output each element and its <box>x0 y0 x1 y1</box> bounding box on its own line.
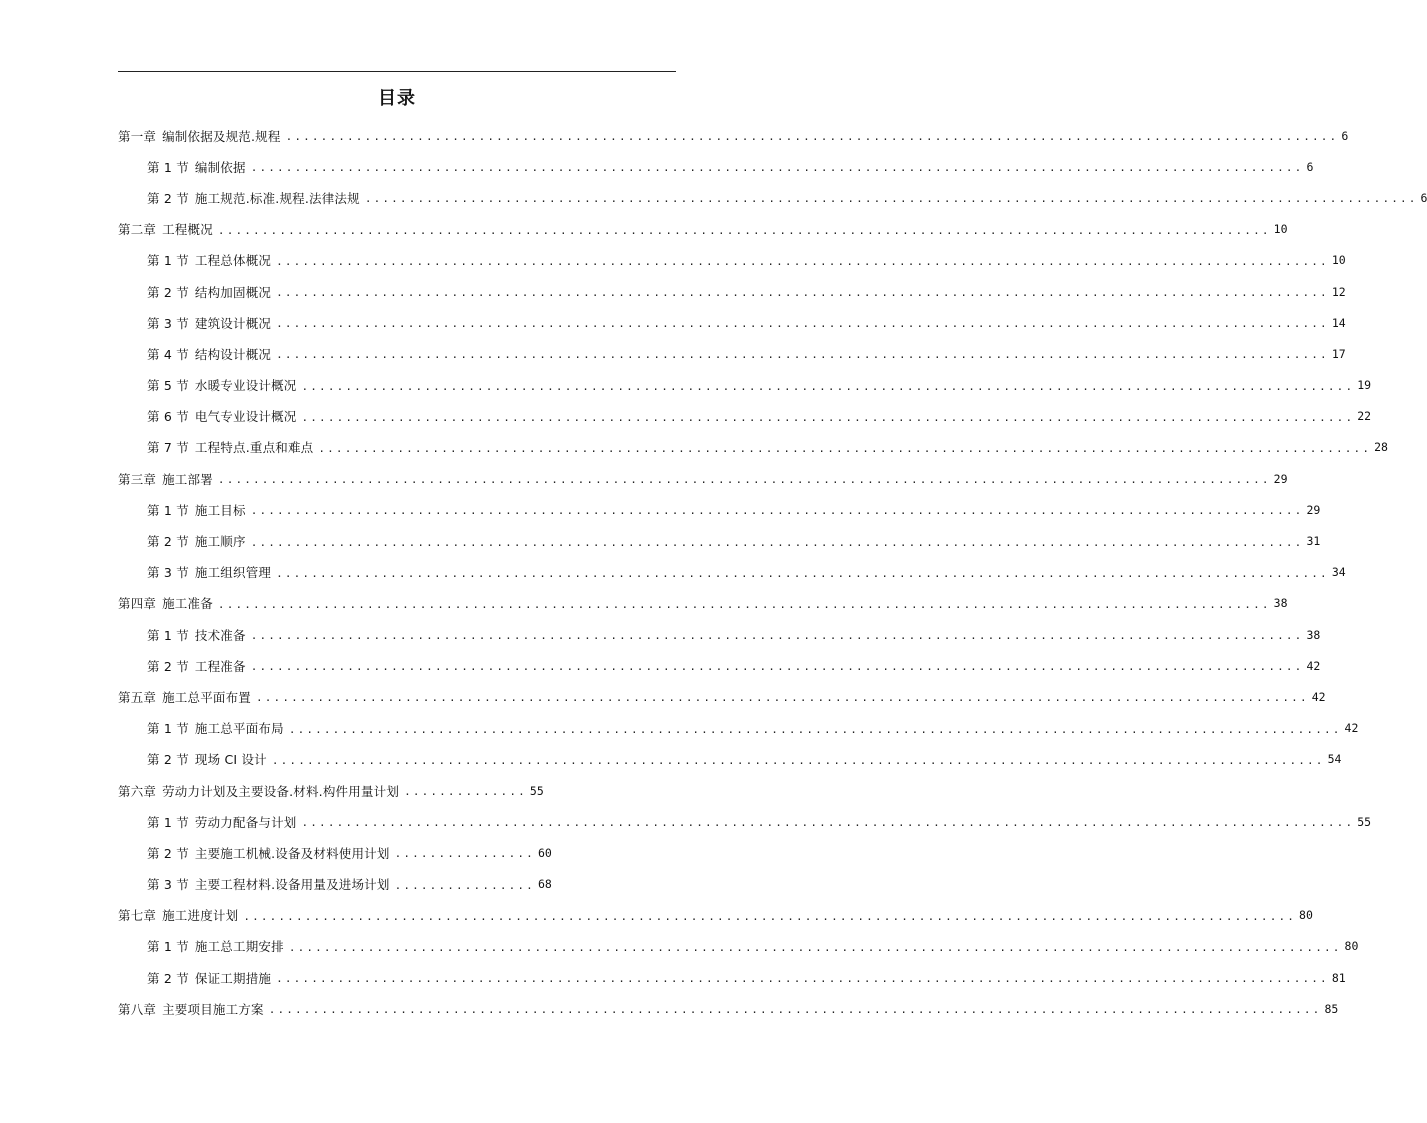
toc-chapter-entry[interactable] <box>118 900 1313 931</box>
toc-entry-label <box>147 345 271 363</box>
toc-entry-label <box>118 906 238 924</box>
toc-entry-title: 结构加固概况 <box>194 284 272 300</box>
toc-entry-number: 第 3 节 <box>147 565 189 581</box>
toc-section-entry[interactable] <box>118 432 1388 463</box>
toc-entry-number: 第 1 节 <box>147 253 189 269</box>
toc-entry-title: 劳动力计划及主要设备.材料.构件用量计划 <box>162 783 400 799</box>
toc-entry-label <box>147 813 297 831</box>
toc-entry-title: 现场 CI 设计 <box>194 752 267 768</box>
header-rule <box>118 71 676 72</box>
toc-dot-leader: ........................................................................................................................ <box>256 691 1309 705</box>
toc-entry-title: 施工部署 <box>162 471 213 487</box>
toc-section-entry[interactable] <box>118 650 1321 681</box>
toc-page-number: 29 <box>1306 502 1321 517</box>
toc-entry-number: 第 2 节 <box>147 658 189 674</box>
toc-page-number: 80 <box>1299 908 1313 923</box>
toc-entry-title: 施工顺序 <box>194 534 246 550</box>
toc-dot-leader: ........................................................................................................................ <box>364 192 1418 206</box>
toc-section-entry[interactable] <box>118 931 1359 962</box>
toc-entry-title: 主要项目施工方案 <box>162 1001 264 1017</box>
toc-dot-leader: .............. <box>404 785 527 799</box>
toc-entry-label <box>147 626 246 644</box>
toc-entry-label <box>147 438 313 456</box>
toc-entry-label <box>147 283 271 301</box>
toc-entry-number: 第六章 <box>118 783 157 799</box>
toc-entry-label <box>147 532 246 550</box>
toc-entry-title: 施工总工期安排 <box>194 939 284 955</box>
toc-entry-number: 第 3 节 <box>147 877 189 893</box>
toc-page-number: 55 <box>1357 814 1372 829</box>
toc-section-entry[interactable] <box>118 494 1321 525</box>
toc-entry-title: 施工准备 <box>162 596 213 612</box>
toc-page-number: 14 <box>1331 315 1346 330</box>
toc-page-number: 60 <box>537 845 552 860</box>
toc-entry-label <box>147 314 271 332</box>
toc-section-entry[interactable] <box>118 276 1346 307</box>
toc-chapter-entry[interactable] <box>118 120 1349 151</box>
toc-entry-label <box>147 844 390 862</box>
toc-chapter-entry[interactable] <box>118 463 1288 494</box>
toc-entry-number: 第 1 节 <box>147 159 189 175</box>
toc-page-number: 55 <box>529 783 544 798</box>
toc-page-number: 38 <box>1273 596 1288 611</box>
toc-entry-title: 施工目标 <box>194 502 246 518</box>
toc-entry-number: 第 1 节 <box>147 814 189 830</box>
toc-entry-label <box>147 501 246 519</box>
toc-entry-number: 第 1 节 <box>147 502 189 518</box>
toc-entry-label <box>118 594 213 612</box>
toc-entry-title: 施工总平面布局 <box>194 721 284 737</box>
toc-chapter-entry[interactable] <box>118 214 1288 245</box>
toc-dot-leader: ........................................................................................................................ <box>288 722 1342 736</box>
toc-entry-number: 第 2 节 <box>147 284 189 300</box>
toc-dot-leader: ........................................................................................................................ <box>301 379 1355 393</box>
toc-entry-title: 施工规范.标准.规程.法律法规 <box>194 190 360 206</box>
toc-entry-number: 第 2 节 <box>147 534 189 550</box>
toc-entry-title: 主要工程材料.设备用量及进场计划 <box>194 877 390 893</box>
toc-entry-label <box>118 127 281 145</box>
toc-entry-number: 第 1 节 <box>147 721 189 737</box>
toc-entry-title: 施工进度计划 <box>162 908 239 924</box>
toc-dot-leader: ........................................................................................................................ <box>217 473 1271 487</box>
toc-entry-number: 第二章 <box>118 222 157 238</box>
toc-page-number: 38 <box>1306 627 1321 642</box>
toc-entry-label <box>147 376 297 394</box>
toc-entry-title: 建筑设计概况 <box>194 315 272 331</box>
toc-section-entry[interactable] <box>118 307 1346 338</box>
toc-entry-title: 工程总体概况 <box>194 253 272 269</box>
toc-page-number: 31 <box>1306 534 1321 549</box>
toc-page-number: 28 <box>1374 440 1388 455</box>
toc-entry-number: 第五章 <box>118 689 157 705</box>
toc-dot-leader: ........................................................................................................................ <box>268 1003 1322 1017</box>
toc-dot-leader: ........................................................................................................................ <box>217 597 1271 611</box>
toc-dot-leader: ........................................................................................................................ <box>318 441 1372 455</box>
toc-section-entry[interactable] <box>118 837 686 868</box>
toc-chapter-entry[interactable] <box>118 588 1288 619</box>
toc-chapter-entry[interactable] <box>118 775 686 806</box>
toc-chapter-entry[interactable] <box>118 681 1326 712</box>
toc-dot-leader: ........................................................................................................................ <box>301 410 1355 424</box>
toc-page-number: 54 <box>1327 752 1342 767</box>
toc-entry-number: 第八章 <box>118 1001 157 1017</box>
toc-dot-leader: ........................................................................................................................ <box>285 130 1339 144</box>
toc-dot-leader: ........................................................................................................................ <box>276 254 1329 268</box>
toc-page-number: 10 <box>1273 222 1288 237</box>
toc-entry-label <box>147 158 246 176</box>
toc-page-number: 17 <box>1331 346 1346 361</box>
toc-page-number: 6 <box>1420 190 1427 205</box>
toc-entry-title: 电气专业设计概况 <box>194 409 297 425</box>
toc-page-number: 42 <box>1344 721 1359 736</box>
toc-page-number: 42 <box>1306 658 1321 673</box>
toc-page-number: 42 <box>1311 689 1326 704</box>
toc-entry-number: 第 6 节 <box>147 409 189 425</box>
toc-entry-title: 编制依据 <box>194 159 246 175</box>
toc-dot-leader: ........................................................................................................................ <box>288 940 1342 954</box>
toc-page-number: 29 <box>1273 471 1288 486</box>
toc-entry-title: 技术准备 <box>194 627 246 643</box>
toc-section-entry[interactable] <box>118 806 1372 837</box>
toc-entry-label <box>147 719 284 737</box>
toc-section-entry[interactable] <box>118 401 1372 432</box>
toc-section-entry[interactable] <box>118 182 1427 213</box>
toc-entry-label <box>147 407 297 425</box>
toc-entry-title: 劳动力配备与计划 <box>194 814 297 830</box>
toc-section-entry[interactable] <box>118 869 686 900</box>
toc-entry-number: 第 2 节 <box>147 845 189 861</box>
toc-dot-leader: ........................................................................................................................ <box>250 629 1304 643</box>
toc-dot-leader: ........................................................................................................................ <box>276 972 1329 986</box>
toc-dot-leader: ........................................................................................................................ <box>250 161 1304 175</box>
toc-entry-label <box>147 750 267 768</box>
toc-entry-number: 第 2 节 <box>147 190 189 206</box>
toc-entry-title: 主要施工机械.设备及材料使用计划 <box>194 845 390 861</box>
toc-page-number: 81 <box>1331 970 1346 985</box>
toc-entry-title: 水暖专业设计概况 <box>194 378 297 394</box>
toc-entry-label <box>147 563 271 581</box>
toc-entry-title: 施工组织管理 <box>194 565 272 581</box>
toc-page-number: 68 <box>537 877 552 892</box>
toc-entry-label <box>147 937 284 955</box>
toc-section-entry[interactable] <box>118 151 1314 182</box>
toc-entry-label <box>147 189 360 207</box>
toc-entry-number: 第 1 节 <box>147 627 189 643</box>
toc-entry-label <box>147 875 390 893</box>
toc-entry-number: 第 2 节 <box>147 970 189 986</box>
toc-entry-number: 第 3 节 <box>147 315 189 331</box>
toc-dot-leader: ........................................................................................................................ <box>301 816 1355 830</box>
toc-entry-number: 第 5 节 <box>147 378 189 394</box>
toc-dot-leader: ........................................................................................................................ <box>250 535 1304 549</box>
toc-section-entry[interactable] <box>118 338 1346 369</box>
toc-dot-leader: ........................................................................................................................ <box>276 348 1329 362</box>
toc-dot-leader: ................ <box>394 878 535 892</box>
toc-page-number: 12 <box>1331 284 1346 299</box>
toc-dot-leader: ........................................................................................................................ <box>271 753 1325 767</box>
toc-section-entry[interactable] <box>118 713 1359 744</box>
toc-page-number: 6 <box>1306 159 1314 174</box>
toc-section-entry[interactable] <box>118 557 1346 588</box>
toc-page-number: 85 <box>1324 1001 1339 1016</box>
toc-dot-leader: ........................................................................................................................ <box>243 909 1297 923</box>
toc-page-number: 19 <box>1357 378 1372 393</box>
toc-entry-number: 第 2 节 <box>147 752 189 768</box>
toc-entry-title: 施工总平面布置 <box>162 689 252 705</box>
toc-dot-leader: ........................................................................................................................ <box>276 566 1329 580</box>
toc-entry-label <box>147 657 246 675</box>
table-of-contents <box>118 120 1427 1024</box>
toc-entry-label <box>147 251 271 269</box>
toc-entry-title: 工程准备 <box>194 658 246 674</box>
toc-section-entry[interactable] <box>118 744 1342 775</box>
toc-entry-title: 保证工期措施 <box>194 970 272 986</box>
page-title: 目录 <box>378 88 416 109</box>
toc-dot-leader: ........................................................................................................................ <box>250 660 1304 674</box>
toc-entry-number: 第 1 节 <box>147 939 189 955</box>
toc-section-entry[interactable] <box>118 525 1321 556</box>
toc-dot-leader: ........................................................................................................................ <box>276 317 1329 331</box>
toc-entry-number: 第七章 <box>118 908 157 924</box>
toc-entry-number: 第三章 <box>118 471 157 487</box>
toc-page-number: 34 <box>1331 565 1346 580</box>
toc-page-number: 10 <box>1331 253 1346 268</box>
toc-page-number: 6 <box>1341 128 1349 143</box>
toc-entry-label <box>147 969 271 987</box>
toc-dot-leader: ................ <box>394 847 535 861</box>
toc-entry-title: 编制依据及规范.规程 <box>162 128 281 144</box>
toc-section-entry[interactable] <box>118 962 1346 993</box>
toc-section-entry[interactable] <box>118 245 1346 276</box>
toc-entry-label <box>118 688 251 706</box>
toc-page-number: 22 <box>1357 409 1372 424</box>
toc-entry-number: 第四章 <box>118 596 157 612</box>
toc-entry-number: 第 7 节 <box>147 440 189 456</box>
toc-entry-label <box>118 220 213 238</box>
toc-entry-label <box>118 782 399 800</box>
toc-dot-leader: ........................................................................................................................ <box>250 504 1304 518</box>
toc-chapter-entry[interactable] <box>118 993 1339 1024</box>
toc-dot-leader: ........................................................................................................................ <box>217 223 1271 237</box>
toc-page-number: 80 <box>1344 939 1359 954</box>
toc-entry-title: 结构设计概况 <box>194 346 272 362</box>
toc-entry-title: 工程特点.重点和难点 <box>194 440 314 456</box>
toc-entry-number: 第一章 <box>118 128 157 144</box>
toc-section-entry[interactable] <box>118 619 1321 650</box>
toc-section-entry[interactable] <box>118 370 1372 401</box>
toc-dot-leader: ........................................................................................................................ <box>276 286 1329 300</box>
toc-entry-label <box>118 1000 264 1018</box>
toc-entry-label <box>118 470 213 488</box>
toc-entry-title: 工程概况 <box>162 222 213 238</box>
toc-entry-number: 第 4 节 <box>147 346 189 362</box>
